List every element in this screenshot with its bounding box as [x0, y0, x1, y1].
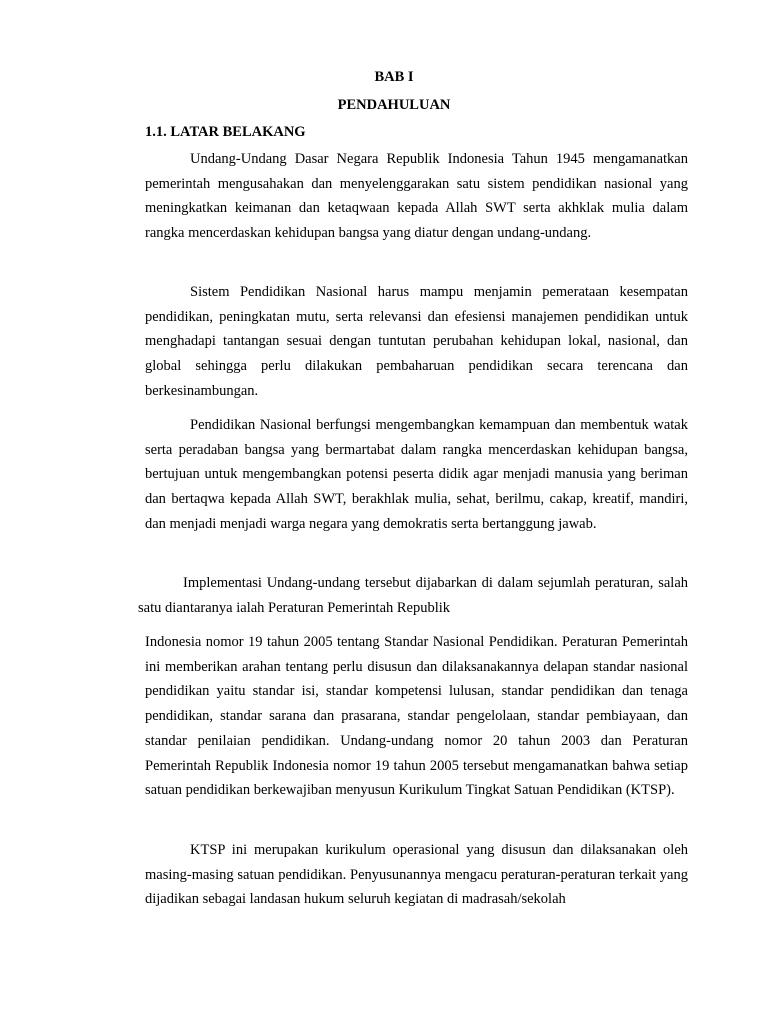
paragraph-ktsp: KTSP ini merupakan kurikulum operasional yang disusun dan dilaksanakan oleh masing-masing satuan pendidikan. Penyusunannya mengacu peraturan-peraturan terkait yang dijadikan sebagai landasan hukum seluruh kegiatan di madrasah/sekolah — [145, 842, 688, 908]
paragraph-implementasi: Implementasi Undang-undang tersebut dijabarkan di dalam sejumlah peraturan, salah satu diantaranya ialah Peraturan Pemerintah Republik — [138, 575, 688, 616]
paragraph-sistem-pendidikan: Sistem Pendidikan Nasional harus mampu menjamin pemerataan kesempatan pendidikan, peningkatan mutu, serta relevansi dan efesiensi manajemen pendidikan untuk menghadapi tantangan sesuai dengan tuntutan perubahan kehidupan lokal, nasional, dan global sehingga perlu dilakukan pembaharuan pendidikan secara terencana dan berkesinambungan. — [145, 284, 688, 399]
paragraph-fungsi-pendidikan: Pendidikan Nasional berfungsi mengembangkan kemampuan dan membentuk watak serta peradaban bangsa yang bermartabat dalam rangka mencerdaskan kehidupan bangsa, bertujuan untuk mengembangkan potensi peserta didik agar menjadi manusia yang beriman dan bertaqwa kepada Allah SWT, berakhlak mulia, sehat, berilmu, cakap, kreatif, mandiri, dan menjadi menjadi warga negara yang demokratis serta bertanggung jawab. — [145, 417, 688, 532]
chapter-number: BAB I — [374, 69, 414, 85]
section-title: 1.1. LATAR BELAKANG — [145, 124, 306, 140]
chapter-title: PENDAHULUAN — [337, 97, 451, 113]
paragraph-peraturan-pemerintah: Indonesia nomor 19 tahun 2005 tentang Standar Nasional Pendidikan. Peraturan Pemerintah ini memberikan arahan tentang perlu disusun dan dilaksanakannya delapan standar nasional pendidikan yaitu standar isi, standar kompetensi lulusan, standar pendidikan dan tenaga pendidikan, standar sarana dan prasarana, standar pengelolaan, standar pembiayaan, dan standar penilaian pendidikan. Undang-undang nomor 20 tahun 2003 dan Peraturan Pemerintah Republik Indonesia nomor 19 tahun 2005 tersebut mengamanatkan bahwa setiap satuan pendidikan berkewajiban menyusun Kurikulum Tingkat Satuan Pendidikan (KTSP). — [145, 634, 688, 799]
paragraph-uud-1945: Undang-Undang Dasar Negara Republik Indonesia Tahun 1945 mengamanatkan pemerintah mengusahakan dan menyelenggarakan satu sistem pendidikan nasional yang meningkatkan keimanan dan ketaqwaan kepada Allah SWT serta akhklak mulia dalam rangka mencerdaskan kehidupan bangsa yang diatur dengan undang-undang. — [145, 151, 688, 242]
